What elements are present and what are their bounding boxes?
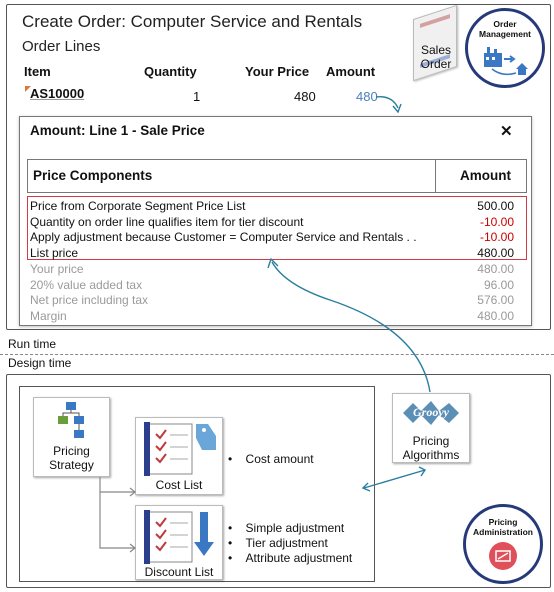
price-summary-value: 480.00 (477, 262, 514, 276)
item-link[interactable]: AS10000 (30, 86, 85, 101)
price-summary-label: Margin (30, 308, 67, 323)
pricing-administration-label: Pricing Administration (473, 517, 533, 537)
col-header-component-amount: Amount (460, 168, 511, 183)
run-time-label: Run time (8, 337, 57, 351)
price-tag-icon (488, 541, 518, 571)
price-component-value: -10.00 (479, 230, 514, 244)
cost-list-label: Cost List (155, 478, 203, 492)
discount-bullet-3: • Attribute adjustment (228, 551, 353, 565)
price-component-value: -10.00 (479, 214, 514, 229)
col-header-item: Item (24, 64, 51, 79)
sales-order-label: Sales Order (420, 43, 452, 71)
price-component-label: List price (30, 245, 79, 260)
pricing-algorithms-tile (392, 393, 470, 463)
pricing-algorithms-label: Pricing Algorithms (402, 434, 460, 462)
page-title: Create Order: Computer Service and Rentals (22, 12, 363, 31)
price-component-value: 500.00 (477, 199, 514, 213)
cost-list-bullet: • Cost amount (228, 452, 314, 466)
amount-link[interactable]: 480 (356, 89, 378, 104)
col-header-quantity: Quantity (144, 64, 197, 79)
price-summary-value: 480.00 (477, 308, 514, 323)
your-price-value: 480 (294, 89, 316, 104)
groovy-logo-icon (399, 397, 463, 427)
price-component-label: Quantity on order line qualifies item for tier discount (30, 214, 304, 229)
col-header-price-components: Price Components (33, 168, 153, 183)
design-time-label: Design time (8, 356, 72, 370)
discount-bullet-1: • Simple adjustment (228, 521, 345, 535)
pricing-strategy-label: Pricing Strategy (49, 444, 94, 472)
col-header-your-price: Your Price (245, 64, 310, 79)
close-icon[interactable]: ✕ (500, 123, 513, 140)
price-summary-value: 576.00 (477, 293, 514, 307)
discount-list-label: Discount List (144, 565, 214, 579)
popup-title: Amount: Line 1 - Sale Price (30, 123, 205, 138)
price-summary-label: 20% value added tax (30, 277, 143, 292)
order-management-label: Order Management (479, 19, 531, 39)
price-summary-label: Your price (30, 262, 84, 276)
price-component-value: 480.00 (477, 245, 514, 260)
col-header-amount: Amount (326, 64, 376, 79)
discount-bullet-2: • Tier adjustment (228, 536, 328, 550)
section-subtitle: Order Lines (22, 38, 101, 55)
pricing-administration-badge (463, 504, 543, 584)
price-summary-value: 96.00 (483, 277, 514, 292)
price-component-label: Apply adjustment because Customer = Computer Service and Rentals . . (30, 230, 417, 244)
price-summary-label: Net price including tax (30, 293, 149, 307)
price-component-label: Price from Corporate Segment Price List (30, 199, 246, 213)
svg-text:Groovy: Groovy (413, 405, 449, 419)
quantity-value: 1 (193, 89, 201, 104)
